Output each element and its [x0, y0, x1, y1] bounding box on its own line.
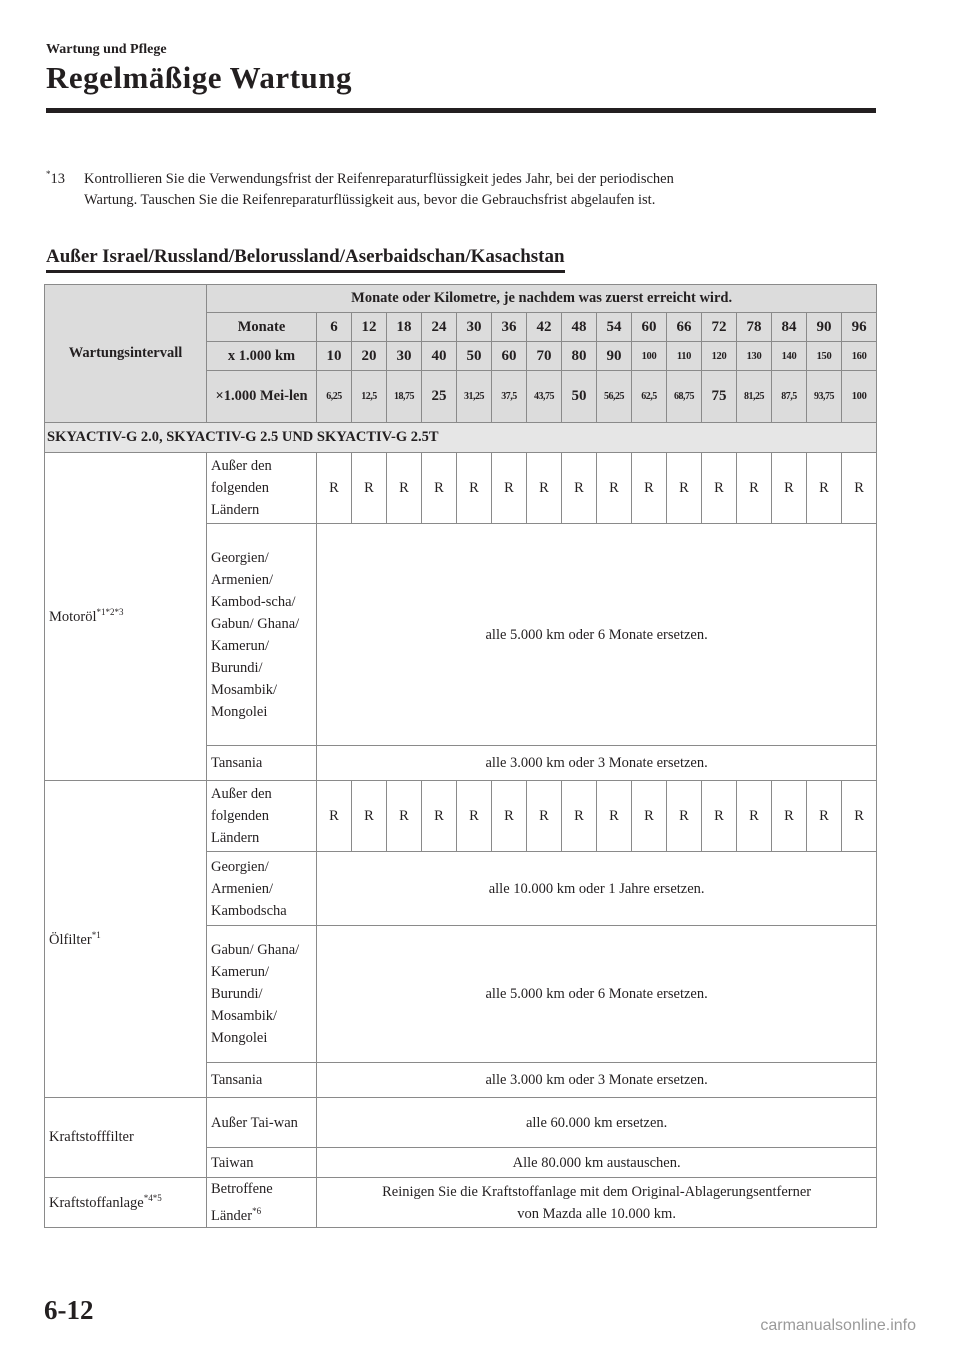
oelfilter-mark-8: R — [597, 781, 632, 852]
miles-cell-3: 25 — [422, 371, 457, 423]
km-cell-15: 160 — [842, 342, 877, 371]
oelfilter-cond-g2: Gabun/ Ghana/ Kamerun/ Burundi/ Mosambik/ Mongolei — [207, 926, 317, 1063]
engine-row: SKYACTIV-G 2.0, SKYACTIV-G 2.5 UND SKYACTIV-G 2.5T — [45, 423, 877, 453]
oelfilter-tz-text: alle 3.000 km oder 3 Monate ersetzen. — [317, 1063, 877, 1098]
watermark: carmanualsonline.info — [760, 1317, 916, 1334]
km-cell-9: 100 — [632, 342, 667, 371]
motoroel-cond-except: Außer den folgenden Ländern — [207, 453, 317, 524]
motoroel-mark-12: R — [737, 453, 772, 524]
oelfilter-cond-except: Außer den folgenden Ländern — [207, 781, 317, 852]
region-title: Außer Israel/Russland/Belorussland/Aserbaidschan/Kasachstan — [46, 246, 565, 273]
months-cell-0: 6 — [317, 313, 352, 342]
miles-cell-0: 6,25 — [317, 371, 352, 423]
miles-cell-2: 18,75 — [387, 371, 422, 423]
months-cell-3: 24 — [422, 313, 457, 342]
item-kraftstoffanlage: Kraftstoffanlage$^{*4*5}$ — [45, 1178, 207, 1228]
km-cell-0: 10 — [317, 342, 352, 371]
item-motoroel: Motoröl$^{*1*2*3}$ — [45, 453, 207, 781]
km-label: x 1.000 km — [207, 342, 317, 371]
motoroel-mark-11: R — [702, 453, 737, 524]
oelfilter-mark-9: R — [632, 781, 667, 852]
miles-cell-4: 31,25 — [457, 371, 492, 423]
motoroel-mark-6: R — [527, 453, 562, 524]
miles-cell-7: 50 — [562, 371, 597, 423]
maintenance-schedule-table — [44, 284, 877, 1228]
km-cell-3: 40 — [422, 342, 457, 371]
footnote-line-1: Kontrollieren Sie die Verwendungsfrist der Reifenreparaturflüssigkeit jedes Jahr, bei der periodischen — [84, 170, 674, 187]
oelfilter-mark-6: R — [527, 781, 562, 852]
kraftstofffilter-cond-except: Außer Tai-wan — [207, 1098, 317, 1148]
oelfilter-mark-0: R — [317, 781, 352, 852]
months-cell-2: 18 — [387, 313, 422, 342]
motoroel-tz-text: alle 3.000 km oder 3 Monate ersetzen. — [317, 746, 877, 781]
motoroel-mark-15: R — [842, 453, 877, 524]
km-cell-8: 90 — [597, 342, 632, 371]
motoroel-group-text: alle 5.000 km oder 6 Monate ersetzen. — [317, 524, 877, 746]
km-cell-2: 30 — [387, 342, 422, 371]
miles-cell-6: 43,75 — [527, 371, 562, 423]
months-cell-7: 48 — [562, 313, 597, 342]
item-oelfilter: Ölfilter$^{*1}$ — [45, 781, 207, 1098]
miles-label: ×1.000 Mei-len — [207, 371, 317, 423]
oelfilter-mark-2: R — [387, 781, 422, 852]
months-cell-10: 66 — [667, 313, 702, 342]
motoroel-mark-13: R — [772, 453, 807, 524]
km-cell-4: 50 — [457, 342, 492, 371]
oelfilter-mark-12: R — [737, 781, 772, 852]
oelfilter-cond-g1: Georgien/ Armenien/ Kambodscha — [207, 852, 317, 926]
oelfilter-mark-7: R — [562, 781, 597, 852]
footnote-line-2: Wartung. Tauschen Sie die Reifenreparaturflüssigkeit aus, bevor die Gebrauchsfrist abgelaufen ist. — [84, 191, 656, 208]
motoroel-mark-0: R — [317, 453, 352, 524]
motoroel-cond-tz: Tansania — [207, 746, 317, 781]
months-cell-4: 30 — [457, 313, 492, 342]
section-label: Wartung und Pflege — [46, 42, 167, 57]
oelfilter-mark-13: R — [772, 781, 807, 852]
motoroel-mark-4: R — [457, 453, 492, 524]
heading-rule — [46, 108, 876, 113]
miles-cell-12: 81,25 — [737, 371, 772, 423]
months-cell-5: 36 — [492, 313, 527, 342]
oelfilter-mark-3: R — [422, 781, 457, 852]
interval-label: Wartungsintervall — [45, 285, 207, 423]
miles-cell-5: 37,5 — [492, 371, 527, 423]
months-cell-12: 78 — [737, 313, 772, 342]
kraftstofffilter-except-text: alle 60.000 km ersetzen. — [317, 1098, 877, 1148]
months-cell-9: 60 — [632, 313, 667, 342]
oelfilter-mark-11: R — [702, 781, 737, 852]
motoroel-mark-7: R — [562, 453, 597, 524]
km-cell-11: 120 — [702, 342, 737, 371]
km-cell-5: 60 — [492, 342, 527, 371]
months-cell-1: 12 — [352, 313, 387, 342]
item-kraftstofffilter: Kraftstofffilter — [45, 1098, 207, 1178]
kraftstofffilter-cond-tw: Taiwan — [207, 1148, 317, 1178]
miles-cell-9: 62,5 — [632, 371, 667, 423]
months-cell-6: 42 — [527, 313, 562, 342]
km-cell-1: 20 — [352, 342, 387, 371]
motoroel-mark-2: R — [387, 453, 422, 524]
miles-cell-1: 12,5 — [352, 371, 387, 423]
months-cell-15: 96 — [842, 313, 877, 342]
motoroel-mark-10: R — [667, 453, 702, 524]
km-cell-13: 140 — [772, 342, 807, 371]
miles-cell-15: 100 — [842, 371, 877, 423]
motoroel-mark-8: R — [597, 453, 632, 524]
kraftstoffanlage-cond-ref: *6 — [252, 1206, 262, 1217]
oelfilter-g1-text: alle 10.000 km oder 1 Jahre ersetzen. — [317, 852, 877, 926]
oelfilter-g2-text: alle 5.000 km oder 6 Monate ersetzen. — [317, 926, 877, 1063]
km-cell-10: 110 — [667, 342, 702, 371]
kraftstoffanlage-cond: Betroffene Länder$^{*6}$ — [207, 1178, 317, 1228]
oelfilter-mark-1: R — [352, 781, 387, 852]
page-title: Regelmäßige Wartung — [46, 60, 352, 95]
motoroel-cond-group: Georgien/ Armenien/ Kambod-scha/ Gabun/ Ghana/ Kamerun/ Burundi/ Mosambik/ Mongolei — [207, 524, 317, 746]
interval-caption: Monate oder Kilometre, je nachdem was zuerst erreicht wird. — [207, 285, 877, 313]
km-cell-14: 150 — [807, 342, 842, 371]
kraftstoffanlage-refs: *4*5 — [143, 1193, 162, 1204]
footnote-marker: *13 — [46, 169, 65, 187]
months-cell-13: 84 — [772, 313, 807, 342]
motoroel-mark-1: R — [352, 453, 387, 524]
miles-cell-11: 75 — [702, 371, 737, 423]
motoroel-mark-14: R — [807, 453, 842, 524]
km-cell-6: 70 — [527, 342, 562, 371]
oelfilter-mark-10: R — [667, 781, 702, 852]
motoroel-mark-9: R — [632, 453, 667, 524]
kraftstofffilter-tw-text: Alle 80.000 km austauschen. — [317, 1148, 877, 1178]
motoroel-mark-3: R — [422, 453, 457, 524]
page-number: 6-12 — [44, 1295, 94, 1325]
footnote-13 — [46, 164, 876, 211]
miles-cell-14: 93,75 — [807, 371, 842, 423]
motoroel-mark-5: R — [492, 453, 527, 524]
oelfilter-mark-14: R — [807, 781, 842, 852]
months-cell-11: 72 — [702, 313, 737, 342]
motoroel-refs: *1*2*3 — [96, 607, 124, 618]
km-cell-7: 80 — [562, 342, 597, 371]
oelfilter-refs: *1 — [91, 929, 101, 940]
miles-cell-10: 68,75 — [667, 371, 702, 423]
kraftstoffanlage-text: Reinigen Sie die Kraftstoffanlage mit dem Original-Ablagerungsentferner von Mazda alle 10.000 km. — [317, 1178, 877, 1228]
oelfilter-mark-5: R — [492, 781, 527, 852]
oelfilter-mark-4: R — [457, 781, 492, 852]
oelfilter-cond-tz: Tansania — [207, 1063, 317, 1098]
oelfilter-mark-15: R — [842, 781, 877, 852]
months-cell-14: 90 — [807, 313, 842, 342]
months-cell-8: 54 — [597, 313, 632, 342]
miles-cell-8: 56,25 — [597, 371, 632, 423]
km-cell-12: 130 — [737, 342, 772, 371]
months-label: Monate — [207, 313, 317, 342]
miles-cell-13: 87,5 — [772, 371, 807, 423]
